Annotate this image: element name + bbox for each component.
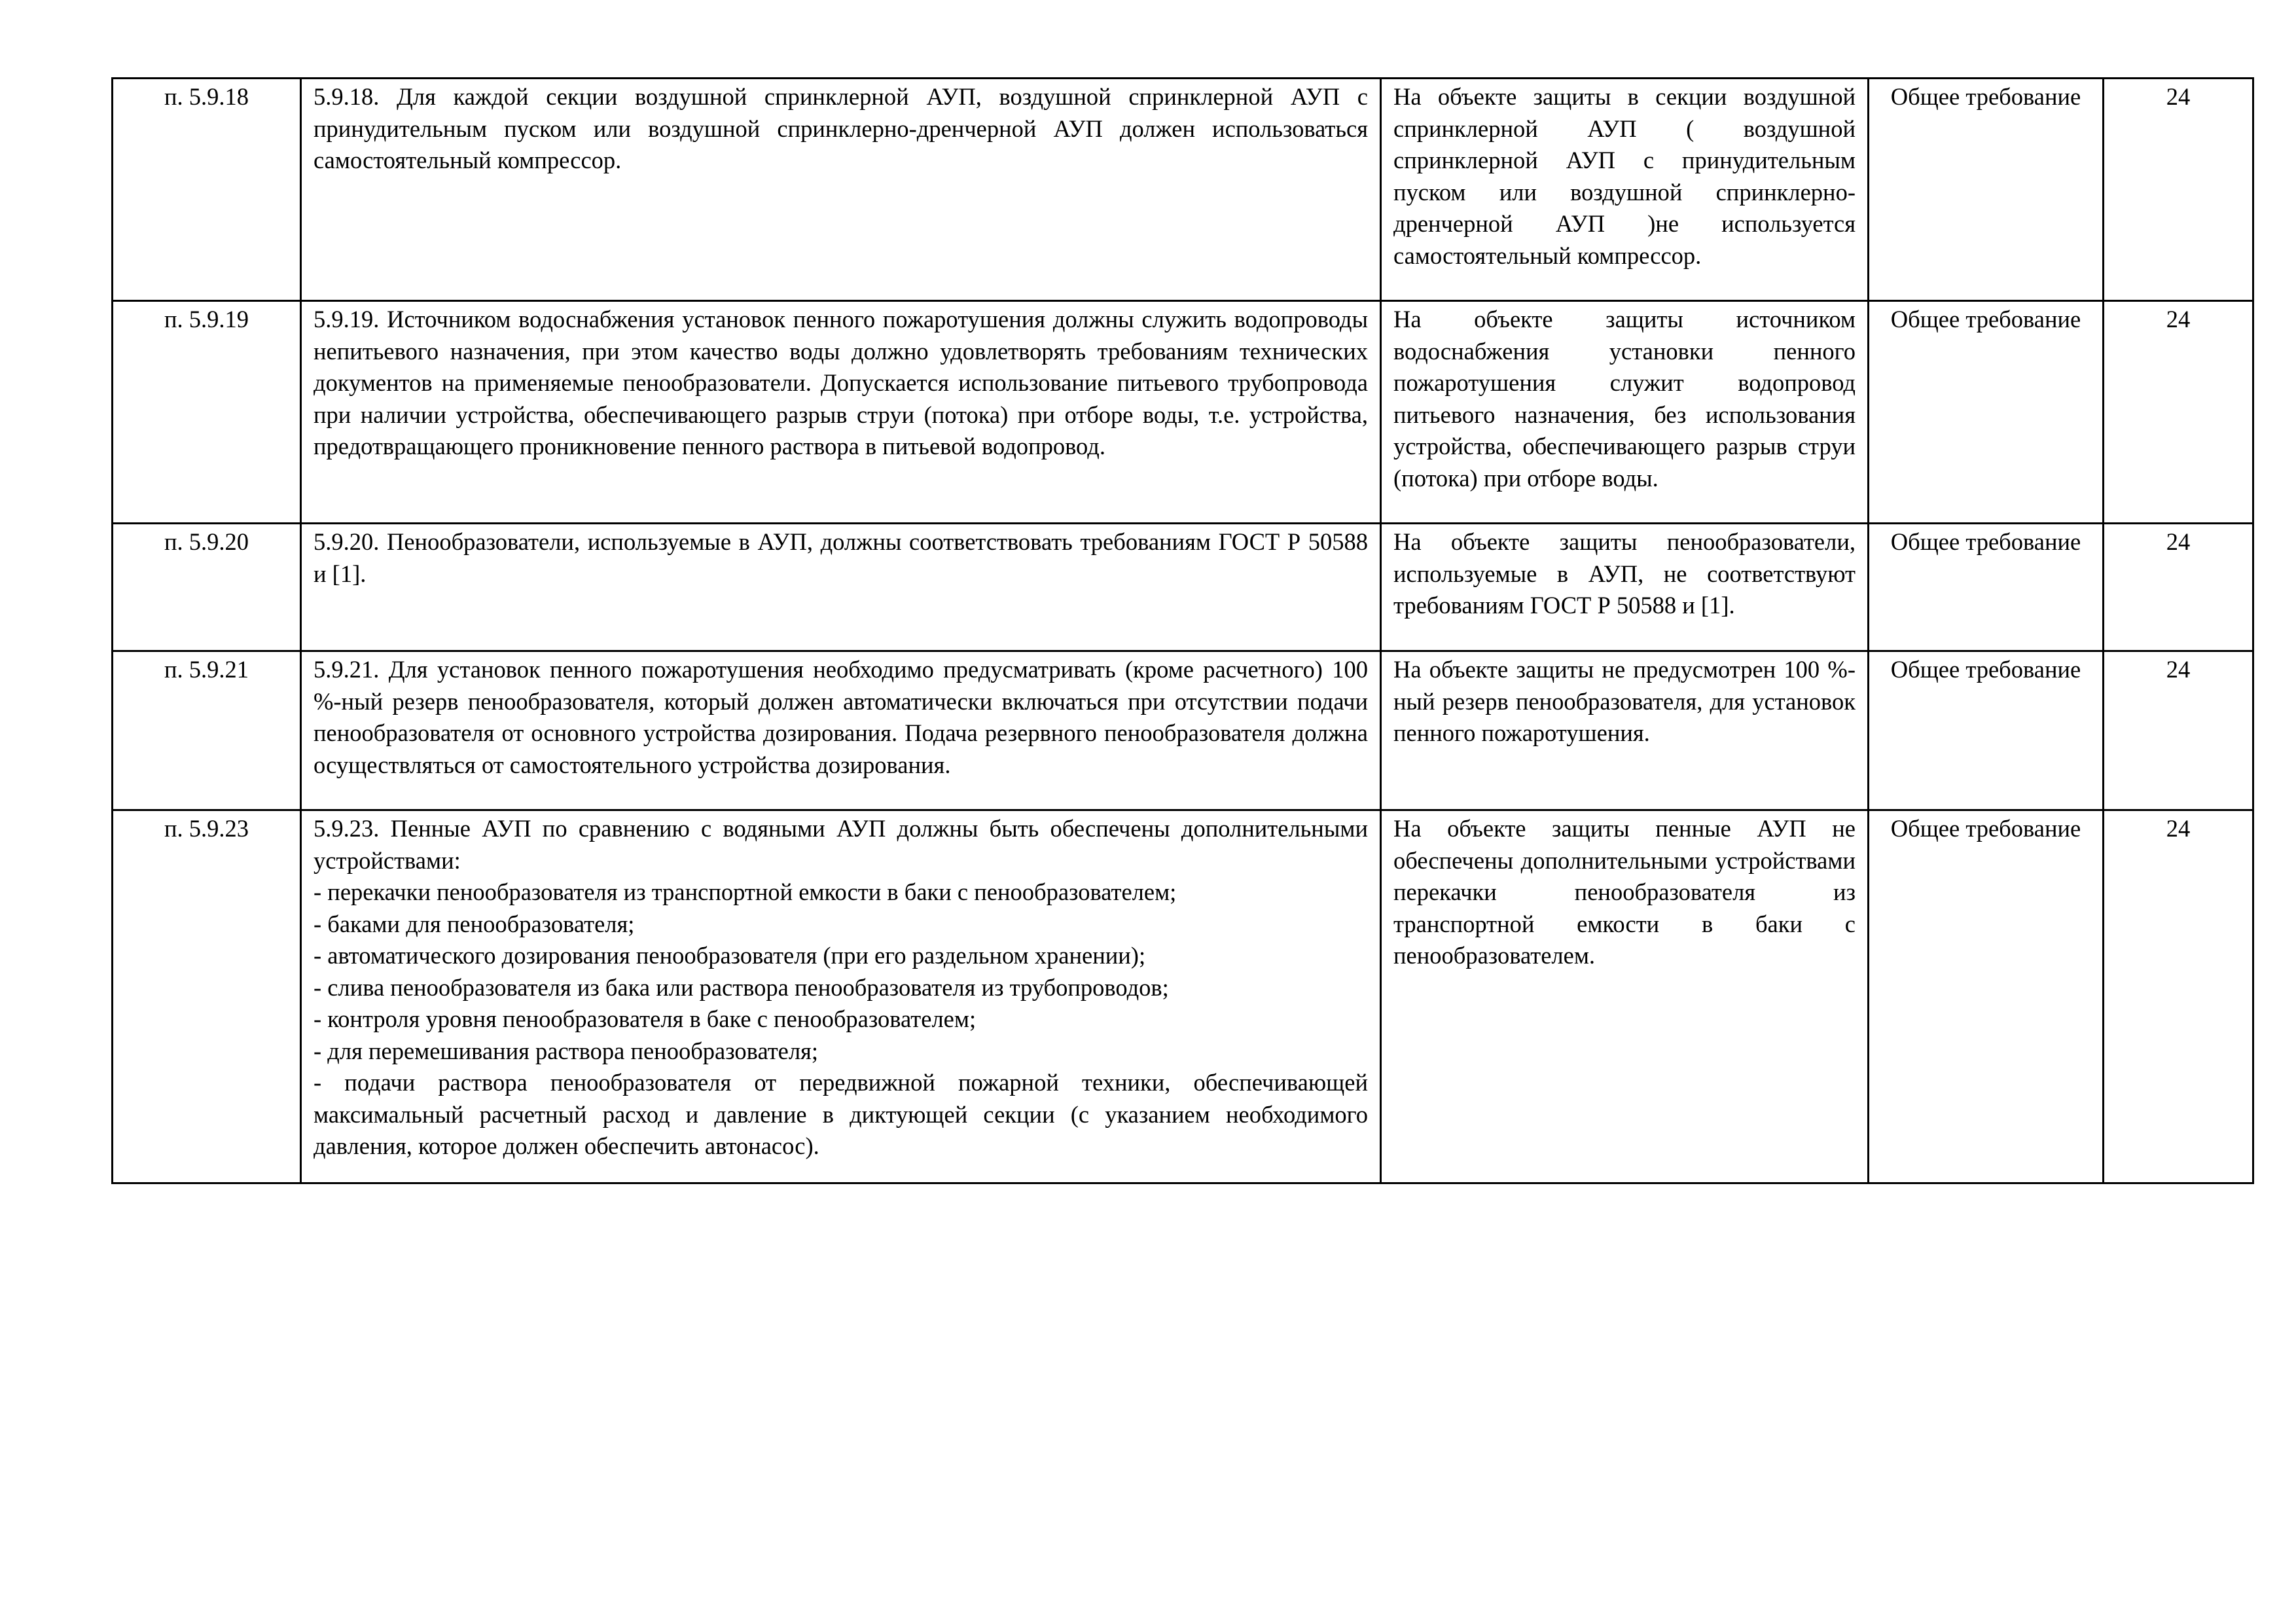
requirement-intro: 5.9.23. Пенные АУП по сравнению с водяными АУП должны быть обеспечены дополнительными устройствами: <box>314 815 1368 874</box>
category-cell: Общее требование <box>1869 651 2104 810</box>
requirement-text-cell: 5.9.19. Источником водоснабжения установок пенного пожаротушения должны служить водопроводы непитьевого назначения, при этом качество воды должно удовлетворять требованиям технических документов на применяемые пенообразователи. Допускается использование питьевого трубопровода при наличии устройства, обеспечивающего разрыв струи (потока) при отборе воды, т.е. устройства, предотвращающего проникновение пенного раствора в питьевой водопровод. <box>301 301 1381 524</box>
requirement-list-item: - автоматического дозирования пенообразователя (при его раздельном хранении); <box>314 942 1146 969</box>
page-number-cell: 24 <box>2104 651 2253 810</box>
violation-text-cell: На объекте защиты в секции воздушной спринклерной АУП ( воздушной спринклерной АУП с принудительным пуском или воздушной спринклерно-дренчерной АУП )не используется самостоятельный компрессор. <box>1381 79 1869 301</box>
clause-ref-cell: п. 5.9.20 <box>113 524 301 651</box>
requirement-list-item: - подачи раствора пенообразователя от передвижной пожарной техники, обеспечивающей максимальный расчетный расход и давление в диктующей секции (с указанием необходимого давления, которое должен обеспечить автонасос). <box>314 1069 1368 1159</box>
clause-ref-cell: п. 5.9.18 <box>113 79 301 301</box>
requirement-text-cell: 5.9.20. Пенообразователи, используемые в АУП, должны соответствовать требованиям ГОСТ Р 50588 и [1]. <box>301 524 1381 651</box>
page-number-cell: 24 <box>2104 810 2253 1183</box>
violation-text-cell: На объекте защиты не предусмотрен 100 %-ный резерв пенообразователя, для установок пенного пожаротушения. <box>1381 651 1869 810</box>
requirement-list-item: - контроля уровня пенообразователя в баке с пенообразователем; <box>314 1005 977 1032</box>
requirements-table <box>111 77 2254 1184</box>
category-cell: Общее требование <box>1869 524 2104 651</box>
table-row <box>113 79 2253 301</box>
table-row <box>113 524 2253 651</box>
category-cell: Общее требование <box>1869 301 2104 524</box>
requirement-text-cell: 5.9.18. Для каждой секции воздушной спринклерной АУП, воздушной спринклерной АУП с принудительным пуском или воздушной спринклерно-дренчерной АУП должен использоваться самостоятельный компрессор. <box>301 79 1381 301</box>
clause-ref-cell: п. 5.9.21 <box>113 651 301 810</box>
clause-ref-cell: п. 5.9.23 <box>113 810 301 1183</box>
page-number-cell: 24 <box>2104 79 2253 301</box>
category-cell: Общее требование <box>1869 810 2104 1183</box>
requirement-list-item: - для перемешивания раствора пенообразователя; <box>314 1037 818 1064</box>
violation-text-cell: На объекте защиты пенообразователи, используемые в АУП, не соответствуют требованиям ГОСТ Р 50588 и [1]. <box>1381 524 1869 651</box>
table-row <box>113 810 2253 1183</box>
table-row <box>113 301 2253 524</box>
violation-text-cell: На объекте защиты источником водоснабжения установки пенного пожаротушения служит водопровод питьевого назначения, без использования устройства, обеспечивающего разрыв струи (потока) при отборе воды. <box>1381 301 1869 524</box>
violation-text-cell: На объекте защиты пенные АУП не обеспечены дополнительными устройствами перекачки пенообразователя из транспортной емкости в баки с пенообразователем. <box>1381 810 1869 1183</box>
requirement-list-item: - слива пенообразователя из бака или раствора пенообразователя из трубопроводов; <box>314 973 1169 1001</box>
page-number-cell: 24 <box>2104 301 2253 524</box>
requirement-text-cell: 5.9.21. Для установок пенного пожаротушения необходимо предусматривать (кроме расчетного) 100 %-ный резерв пенообразователя, который должен автоматически включаться при отсутствии подачи пенообразователя от основного устройства дозирования. Подача резервного пенообразователя должна осуществляться от самостоятельного устройства дозирования. <box>301 651 1381 810</box>
requirement-list-item: - баками для пенообразователя; <box>314 910 635 937</box>
table-row <box>113 651 2253 810</box>
page-number-cell: 24 <box>2104 524 2253 651</box>
requirement-list-item: - перекачки пенообразователя из транспортной емкости в баки с пенообразователем; <box>314 878 1177 905</box>
category-cell: Общее требование <box>1869 79 2104 301</box>
requirement-text-cell <box>301 810 1381 1183</box>
clause-ref-cell: п. 5.9.19 <box>113 301 301 524</box>
